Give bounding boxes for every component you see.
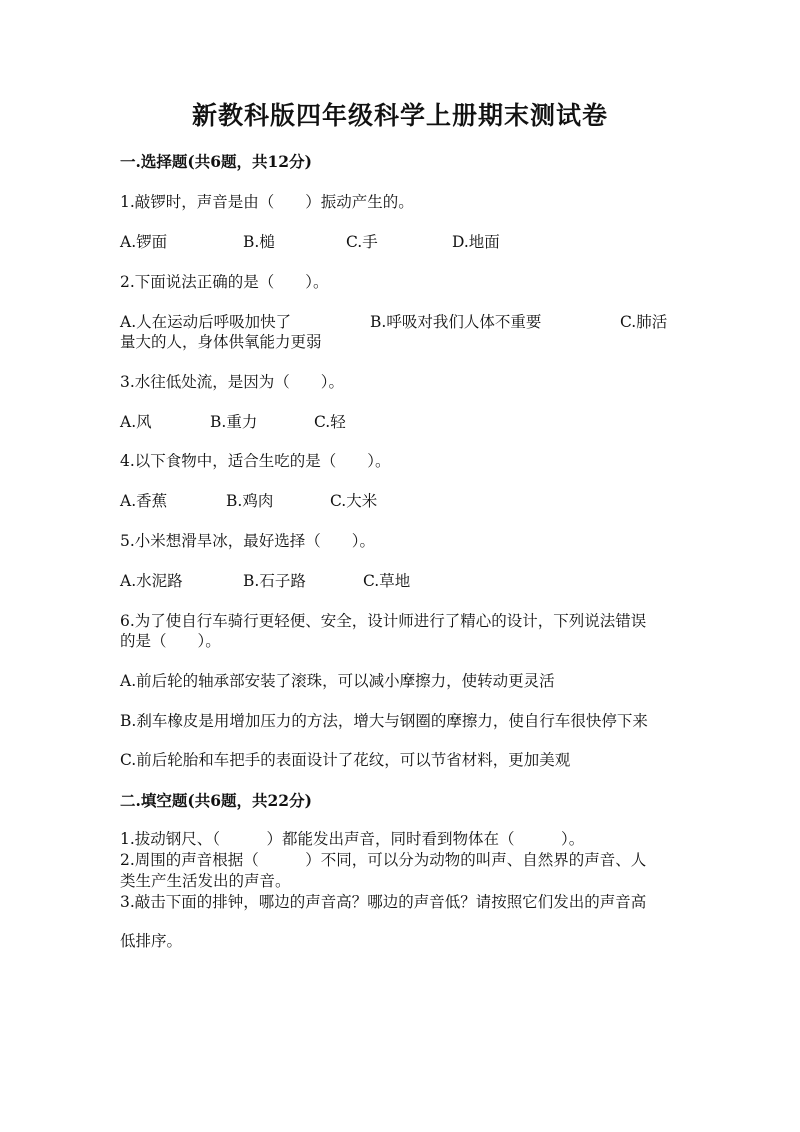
- q4-option-c: C.大米: [330, 492, 378, 510]
- q3-option-c: C.轻: [314, 413, 346, 431]
- q4-option-b: B.鸡肉: [226, 492, 274, 510]
- q3-option-a: A.风: [120, 413, 152, 431]
- q4-option-a: A.香蕉: [120, 492, 168, 510]
- q6-option-b: B.刹车橡皮是用增加压力的方法，增大与钢圈的摩擦力，使自行车很快停下来: [120, 712, 648, 730]
- q2-option-c: C.肺活: [620, 313, 668, 331]
- question-3-stem: 3.水往低处流，是因为（ ）。: [120, 373, 345, 391]
- q2-option-b: B.呼吸对我们人体不重要: [370, 313, 542, 331]
- q2-option-c-continuation: 量大的人，身体供氧能力更弱: [120, 333, 322, 351]
- q1-option-d: D.地面: [452, 233, 500, 251]
- q1-option-a: A.锣面: [120, 233, 168, 251]
- page-title: 新教科版四年级科学上册期末测试卷: [191, 101, 608, 130]
- fill-blank-item: 低排序。: [120, 932, 183, 950]
- question-6-stem-line2: 的是（ ）。: [120, 632, 221, 650]
- question-2-stem: 2.下面说法正确的是（ ）。: [120, 273, 329, 291]
- q1-option-c: C.手: [346, 233, 378, 251]
- question-5-stem: 5.小米想滑旱冰，最好选择（ ）。: [120, 532, 376, 550]
- q5-option-c: C.草地: [363, 572, 411, 590]
- fill-blank-item: 类生产生活发出的声音。: [120, 872, 291, 890]
- q1-option-b: B.槌: [243, 233, 275, 251]
- fill-blank-item: 3.敲击下面的排钟，哪边的声音高？哪边的声音低？请按照它们发出的声音高: [120, 893, 647, 911]
- q5-option-a: A.水泥路: [120, 572, 183, 590]
- section-heading-choice: 一.选择题(共6题，共12分): [120, 152, 312, 171]
- q5-option-b: B.石子路: [243, 572, 306, 590]
- question-1-stem: 1.敲锣时，声音是由（ ）振动产生的。: [120, 193, 414, 211]
- fill-blank-item: 1.拔动钢尺、（ ）都能发出声音，同时看到物体在（ ）。: [120, 830, 585, 848]
- question-6-stem-line1: 6.为了使自行车骑行更轻便、安全，设计师进行了精心的设计，下列说法错误: [120, 612, 647, 630]
- q2-option-a: A.人在运动后呼吸加快了: [120, 313, 292, 331]
- q6-option-a: A.前后轮的轴承部安装了滚珠，可以减小摩擦力，使转动更灵活: [120, 672, 555, 690]
- q6-option-c: C.前后轮胎和车把手的表面设计了花纹，可以节省材料，更加美观: [120, 751, 571, 769]
- section-heading-fill-blank: 二.填空题(共6题，共22分): [120, 791, 312, 810]
- fill-blank-item: 2.周围的声音根据（ ）不同，可以分为动物的叫声、自然界的声音、人: [120, 851, 647, 869]
- q3-option-b: B.重力: [210, 413, 258, 431]
- question-4-stem: 4.以下食物中，适合生吃的是（ ）。: [120, 452, 391, 470]
